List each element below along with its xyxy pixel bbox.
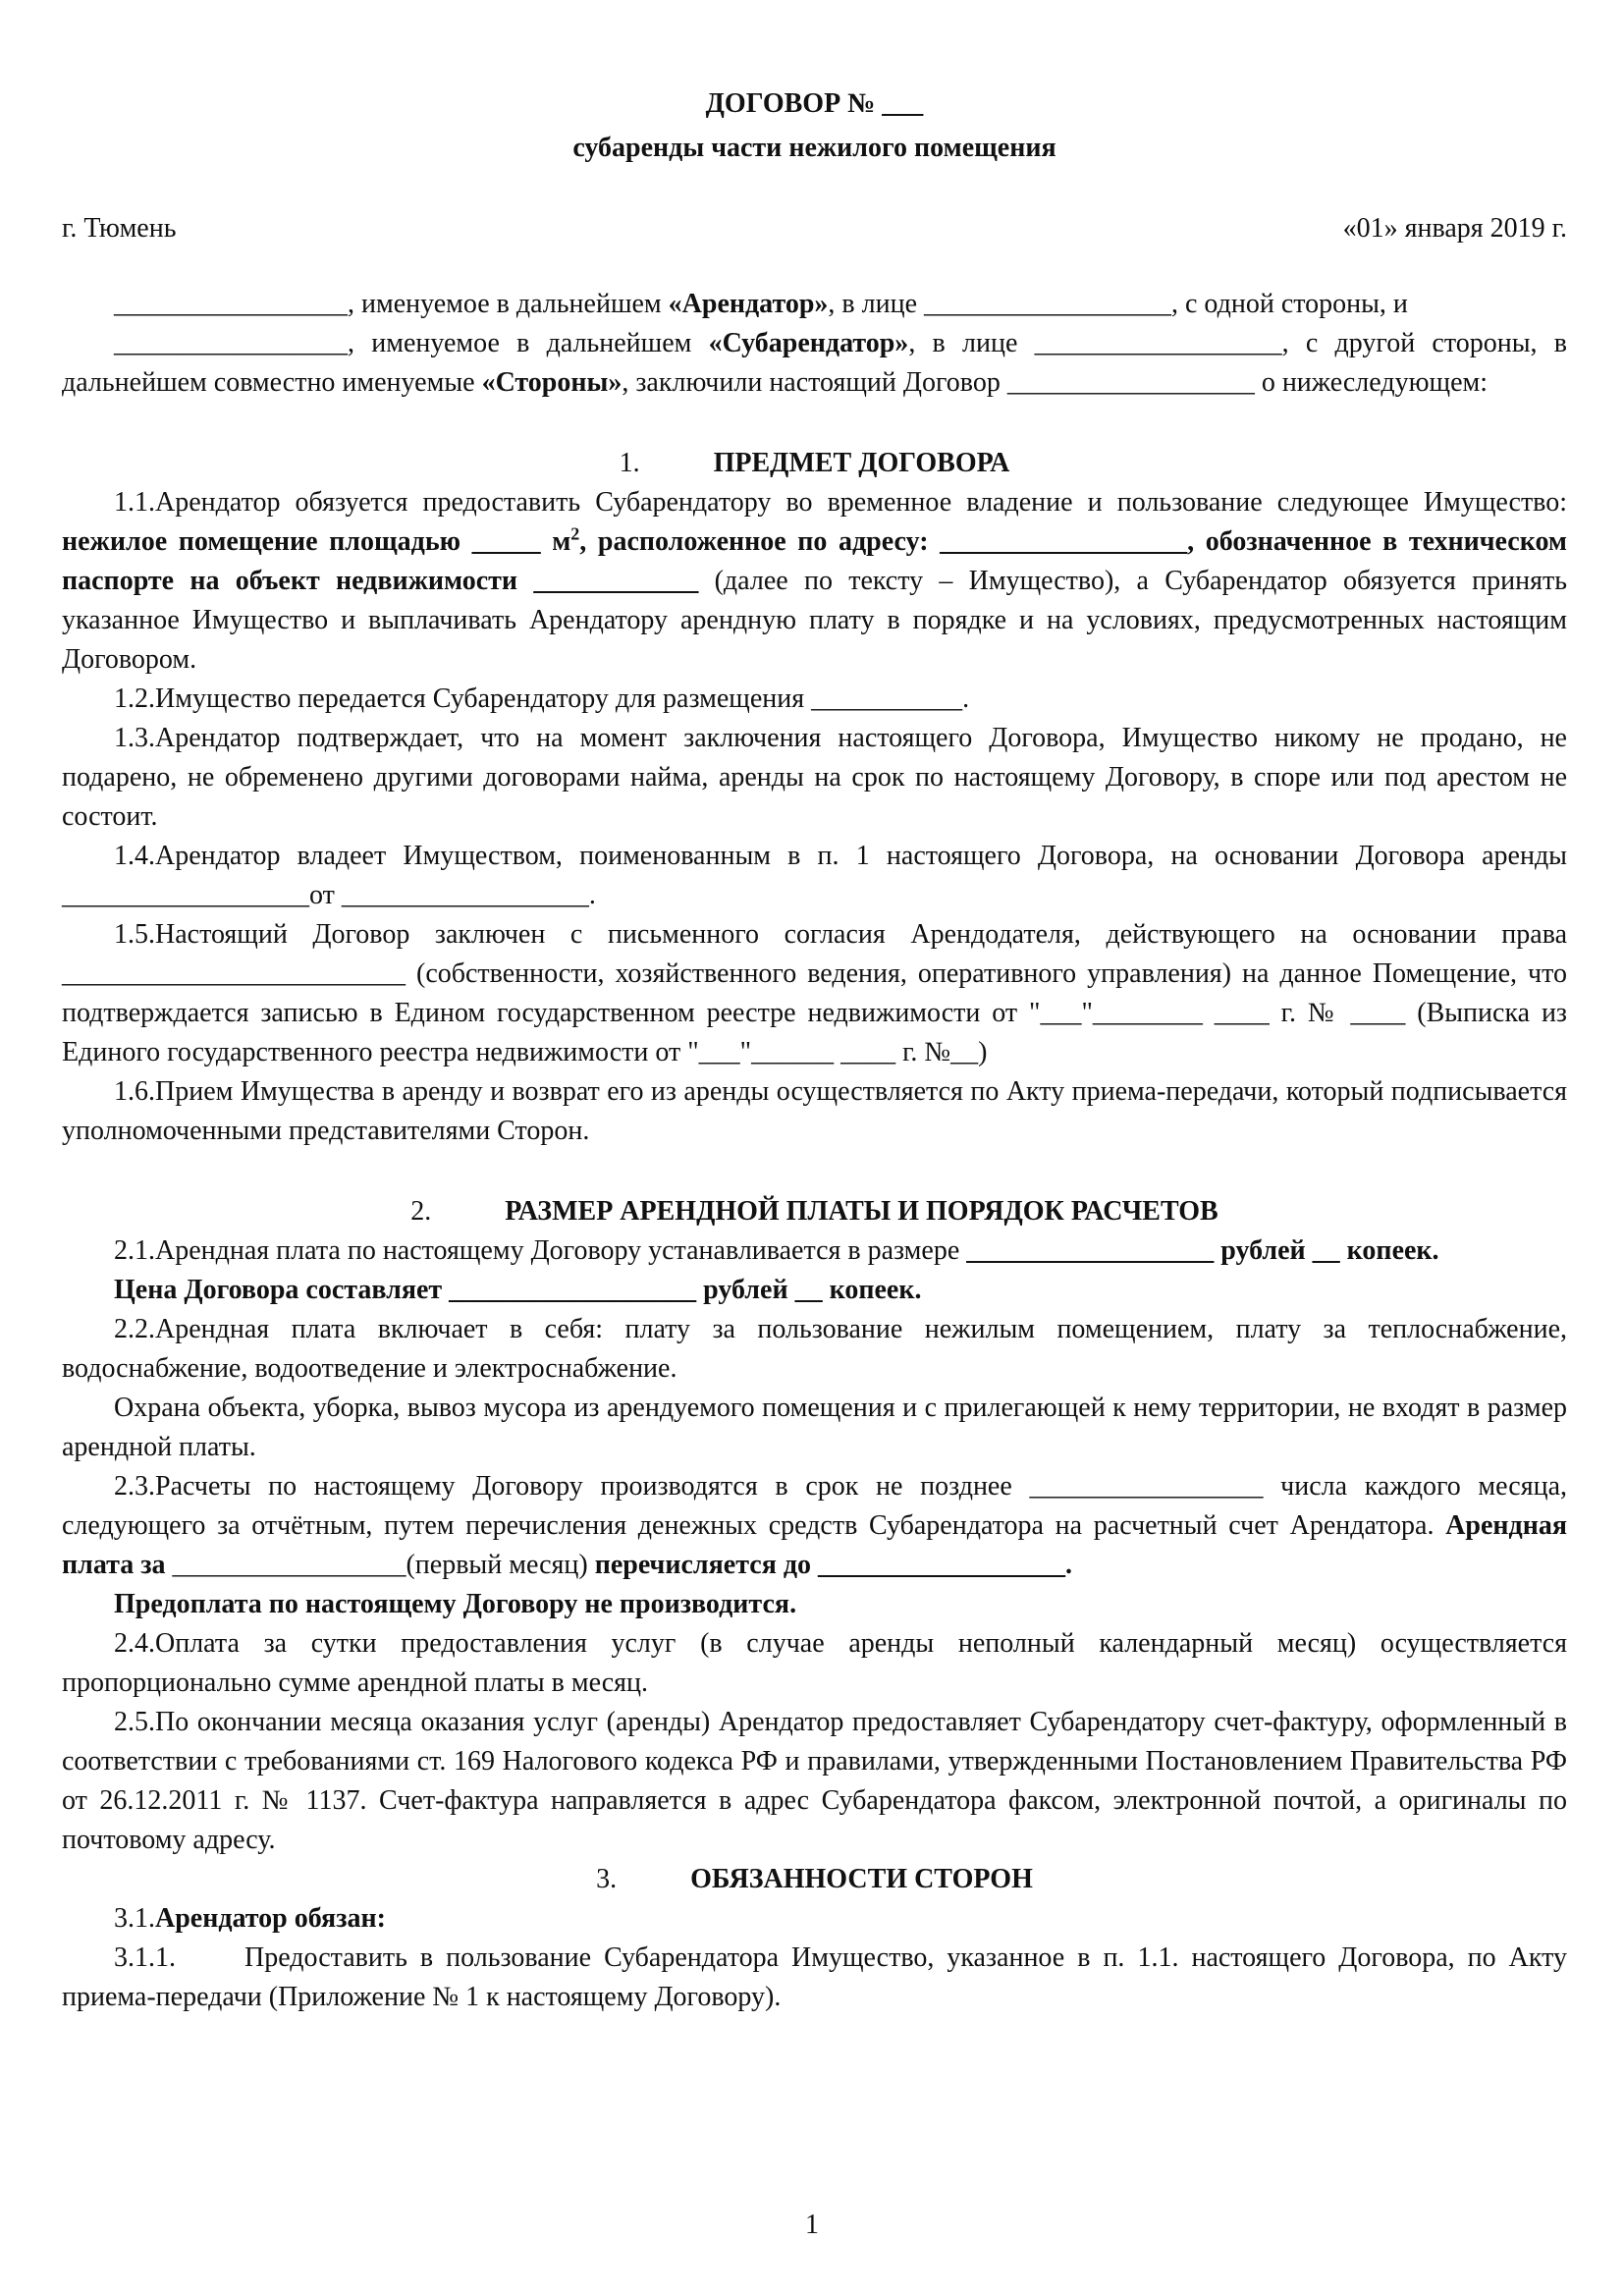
clause-1-5: 1.5.Настоящий Договор заключен с письменного согласия Арендодателя, действующего на основании права _________________________ (собственности, хозяйственного ведения, оперативного управления) на данное Помещение, что подтверждается записью в Едином государственном реестре недвижимости от "___"________ ____ г. № ____ (Выписка из Единого государственного реестра недвижимости от "___"______ ____ г. №__) bbox=[62, 919, 1567, 1067]
section-1-heading: 1. ПРЕДМЕТ ДОГОВОРА bbox=[619, 448, 1010, 478]
city-date-row bbox=[62, 209, 1567, 248]
clause-1-6: 1.6.Прием Имущества в аренду и возврат его из аренды осуществляется по Акту приема-передачи, который подписывается уполномоченными представителями Сторон. bbox=[62, 1076, 1567, 1146]
clause-1-4: 1.4.Арендатор владеет Имуществом, поименованным в п. 1 настоящего Договора, на основании Договора аренды __________________от __________________. bbox=[62, 841, 1567, 910]
clause-3-1-1: 3.1.1. Предоставить в пользование Субарендатора Имущество, указанное в п. 1.1. настоящего Договора, по Акту приема-передачи (Приложение № 1 к настоящему Договору). bbox=[62, 1942, 1567, 2012]
prepayment-note: Предоплата по настоящему Договору не производится. bbox=[114, 1589, 797, 1619]
clause-2-1: 2.1.Арендная плата по настоящему Договору устанавливается в размере __________________ рублей __ копеек. bbox=[114, 1235, 1439, 1266]
document-subtitle: субаренды части нежилого помещения bbox=[572, 133, 1056, 163]
page-number: 1 bbox=[805, 2210, 819, 2240]
clause-1-3: 1.3.Арендатор подтверждает, что на момент заключения настоящего Договора, Имущество никому не продано, не подарено, не обременено другими договорами найма, аренды на срок по настоящему Договору, в споре или под арестом не состоит. bbox=[62, 723, 1567, 832]
section-2-heading: 2. РАЗМЕР АРЕНДНОЙ ПЛАТЫ И ПОРЯДОК РАСЧЕТОВ bbox=[410, 1196, 1218, 1227]
clause-3-1: 3.1.Арендатор обязан: bbox=[114, 1903, 386, 1934]
clause-1-1: 1.1.Арендатор обязуется предоставить Субарендатору во временное владение и пользование следующее Имущество: нежилое помещение площадью _____ $м^2$, расположенное по адресу: __________________, обозначенное в техническом паспорте на объект недвижимости ____________ (далее по тексту – Имущество), а Субарендатор обязуется принять указанное Имущество и выплачивать Арендатору арендную плату в порядке и на условиях, предусмотренных настоящим Договором. bbox=[62, 487, 1568, 675]
clause-1-2: 1.2.Имущество передается Субарендатору для размещения ___________. bbox=[114, 683, 970, 714]
section-3-heading: 3. ОБЯЗАННОСТИ СТОРОН bbox=[596, 1864, 1033, 1894]
clause-2-2: 2.2.Арендная плата включает в себя: плату за пользование нежилым помещением, плату за теплоснабжение, водоснабжение, водоотведение и электроснабжение. bbox=[62, 1314, 1567, 1384]
document-title: ДОГОВОР № ___ bbox=[705, 88, 924, 119]
document-body bbox=[62, 84, 1567, 2017]
date: «01» января 2019 г. bbox=[1342, 213, 1567, 244]
party-1: _________________, именуемое в дальнейшем «Арендатор», в лице __________________, с одной стороны, и bbox=[114, 289, 1408, 319]
party-2: _________________, именуемое в дальнейшем «Субарендатор», в лице __________________, с другой стороны, в дальнейшем совместно именуемые «Стороны», заключили настоящий Договор __________________ о нижеследующем: bbox=[62, 328, 1567, 398]
contract-price: Цена Договора составляет __________________ рублей __ копеек. bbox=[114, 1275, 922, 1305]
clause-2-4: 2.4.Оплата за сутки предоставления услуг (в случае аренды неполный календарный месяц) осуществляется пропорционально сумме арендной платы в месяц. bbox=[62, 1628, 1567, 1698]
clause-2-3: 2.3.Расчеты по настоящему Договору производятся в срок не позднее _________________ числа каждого месяца, следующего за отчётным, путем перечисления денежных средств Субарендатора на расчетный счет Арендатора. Арендная плата за _________________(первый месяц) перечисляется до __________________. bbox=[62, 1471, 1567, 1580]
clause-2-2-guard: Охрана объекта, уборка, вывоз мусора из арендуемого помещения и с прилегающей к нему территории, не входят в размер арендной платы. bbox=[62, 1393, 1567, 1462]
city: г. Тюмень bbox=[62, 213, 177, 244]
clause-2-5: 2.5.По окончании месяца оказания услуг (аренды) Арендатор предоставляет Субарендатору счет-фактуру, оформленный в соответствии с требованиями ст. 169 Налогового кодекса РФ и правилами, утвержденными Постановлением Правительства РФ от 26.12.2011 г. № 1137. Счет-фактура направляется в адрес Субарендатора факсом, электронной почтой, а оригиналы по почтовому адресу. bbox=[62, 1707, 1567, 1855]
